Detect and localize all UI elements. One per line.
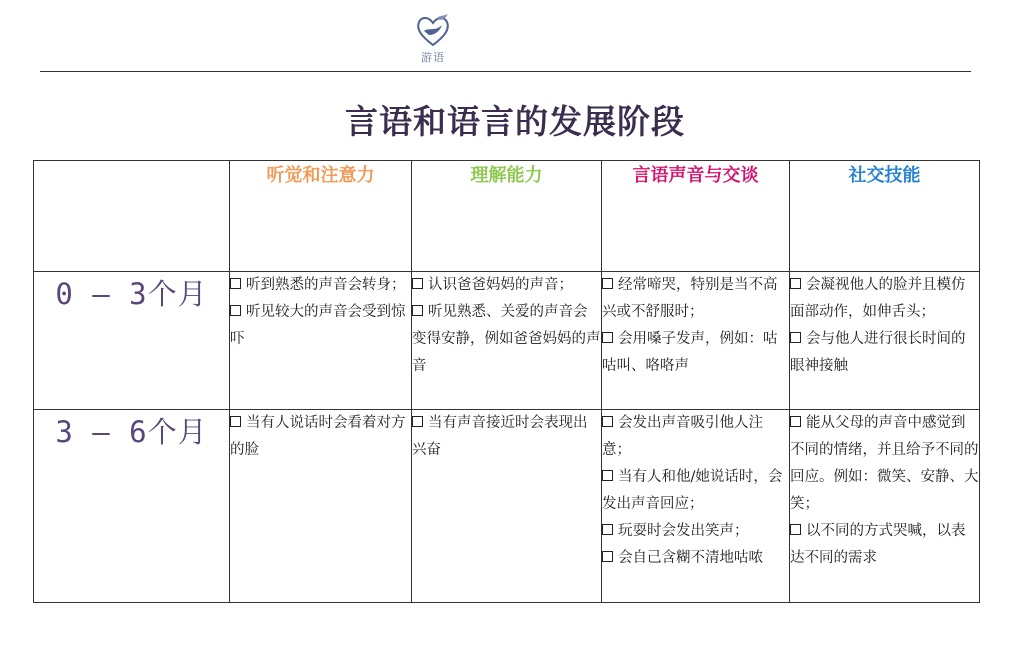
checkbox-icon (790, 524, 801, 535)
list-item: 当有人说话时会看着对方的脸 (230, 415, 406, 458)
cell-social (790, 410, 980, 603)
page-title: 言语和语言的发展阶段 (345, 102, 685, 141)
stages-table (33, 160, 980, 603)
header-hearing: 听觉和注意力 (230, 161, 412, 272)
header-row (34, 161, 980, 272)
list-item: 当有声音接近时会表现出兴奋 (412, 415, 588, 458)
checkbox-icon (602, 278, 613, 289)
list-item: 经常啼哭，特别是当不高兴或不舒服时； (602, 277, 778, 320)
header-speech-sound: 言语声音与交谈 (602, 161, 790, 272)
list-item: 会发出声音吸引他人注意； (602, 415, 763, 458)
cell-hearing (230, 410, 412, 603)
list-item: 当有人和他/她说话时，会发出声音回应； (602, 469, 783, 512)
age-label: 0 – 3个月 (34, 272, 230, 410)
list-item: 听见较大的声音会受到惊吓 (230, 304, 406, 347)
age-label: 3 – 6个月 (34, 410, 230, 603)
list-item: 认识爸爸妈妈的声音； (412, 272, 601, 299)
list-item: 听到熟悉的声音会转身； (230, 272, 411, 299)
header-rule (40, 71, 971, 72)
list-item: 会用嗓子发声，例如：咕咕叫、咯咯声 (602, 331, 778, 374)
checkbox-icon (412, 416, 423, 427)
logo-text: 游语 (421, 51, 445, 64)
list-item: 会凝视他人的脸并且模仿面部动作，如伸舌头； (790, 277, 966, 320)
header-social: 社交技能 (790, 161, 980, 272)
header-empty (34, 161, 230, 272)
checkbox-icon (602, 524, 613, 535)
header-understanding: 理解能力 (412, 161, 602, 272)
checkbox-icon (230, 416, 241, 427)
checkbox-icon (412, 305, 423, 316)
checkbox-icon (790, 416, 801, 427)
checkbox-icon (602, 551, 613, 562)
list-item: 听见熟悉、关爱的声音会变得安静，例如爸爸妈妈的声音 (412, 304, 601, 374)
checkbox-icon (790, 332, 801, 343)
list-item: 以不同的方式哭喊，以表达不同的需求 (790, 523, 966, 566)
checkbox-icon (602, 332, 613, 343)
checkbox-icon (602, 416, 613, 427)
cell-understanding (412, 410, 602, 603)
table-row (34, 272, 980, 410)
checkbox-icon (230, 278, 241, 289)
checkbox-icon (230, 305, 241, 316)
list-item: 玩耍时会发出笑声； (602, 518, 789, 545)
logo (411, 14, 455, 65)
list-item: 能从父母的声音中感觉到不同的情绪，并且给予不同的回应。例如：微笑、安静、大笑； (790, 415, 979, 512)
cell-hearing (230, 272, 412, 410)
cell-social (790, 272, 980, 410)
list-item: 会与他人进行很长时间的眼神接触 (790, 331, 966, 374)
cell-speech-sound (602, 410, 790, 603)
checkbox-icon (790, 278, 801, 289)
heart-bird-logo-icon (415, 14, 451, 48)
cell-speech-sound (602, 272, 790, 410)
table-row (34, 410, 980, 603)
cell-understanding (412, 272, 602, 410)
checkbox-icon (602, 470, 613, 481)
list-item: 会自己含糊不清地咕哝 (602, 545, 789, 572)
checkbox-icon (412, 278, 423, 289)
